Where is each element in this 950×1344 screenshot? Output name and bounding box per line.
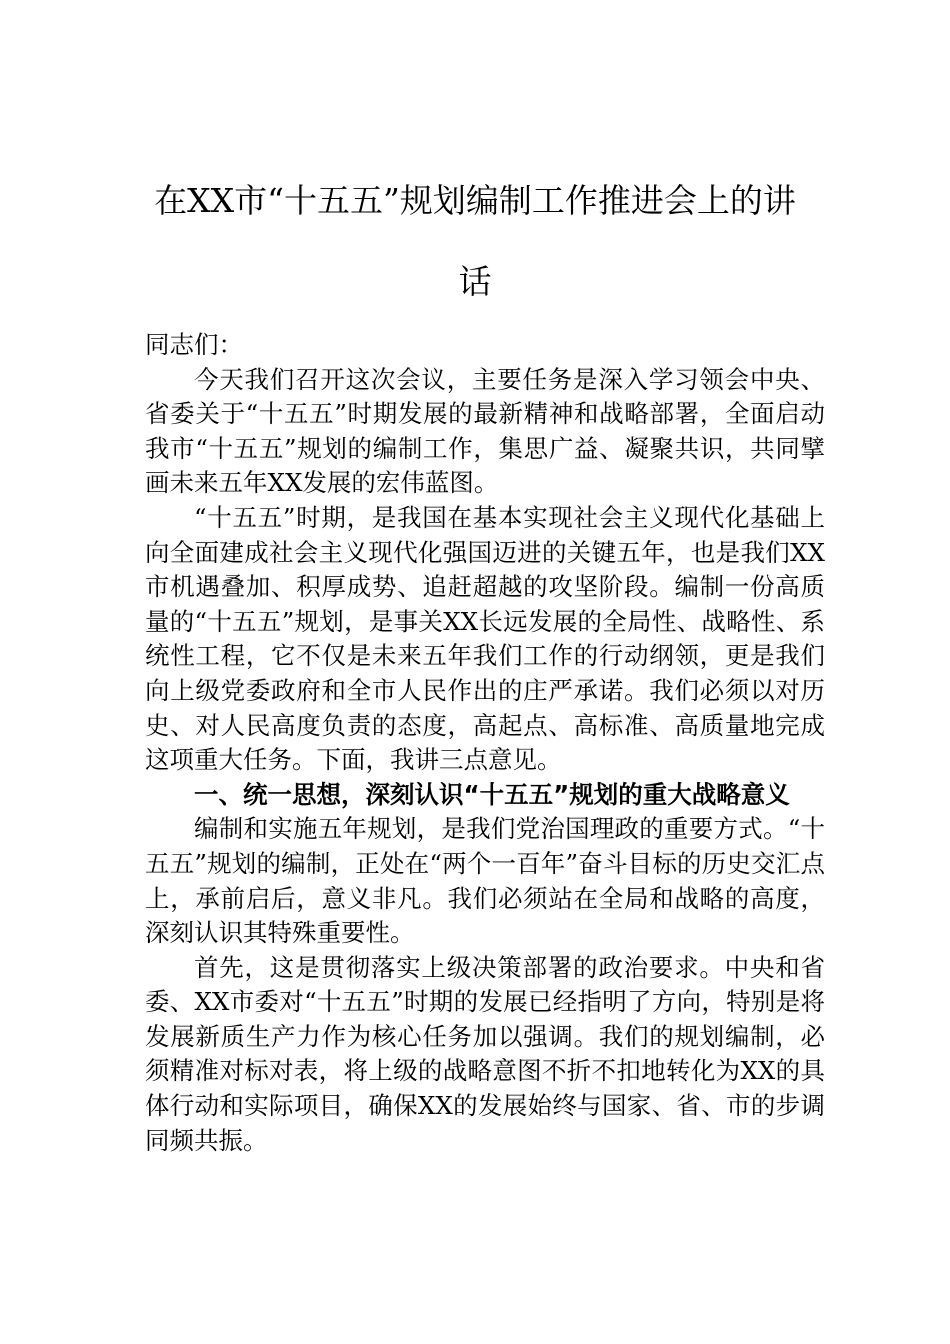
paragraph-significance: 编制和实施五年规划，是我们党治国理政的重要方式。“十五五”规划的编制，正处在“两个一百年”奋斗目标的历史交汇点上，承前启后，意义非凡。我们必须站在全局和战略的高度，深刻认识其特殊重要性。 bbox=[145, 814, 825, 948]
paragraph-intro: 今天我们召开这次会议，主要任务是深入学习领会中央、省委关于“十五五”时期发展的最新精神和战略部署，全面启动我市“十五五”规划的编制工作，集思广益、凝聚共识，共同擘画未来五年XX发展的宏伟蓝图。 bbox=[145, 364, 825, 498]
paragraph-first-point: 首先，这是贯彻落实上级决策部署的政治要求。中央和省委、XX市委对“十五五”时期的发展已经指明了方向，特别是将发展新质生产力作为核心任务加以强调。我们的规划编制，必须精准对标对表，将上级的战略意图不折不扣地转化为XX的具体行动和实际项目，确保XX的发展始终与国家、省、市的步调同频共振。 bbox=[145, 952, 825, 1155]
document-title: 在XX市“十五五”规划编制工作推进会上的讲话 bbox=[154, 181, 796, 301]
document-body bbox=[145, 328, 825, 1158]
salutation: 同志们： bbox=[145, 330, 243, 359]
paragraph-background: “十五五”时期，是我国在基本实现社会主义现代化基础上向全面建成社会主义现代化强国迈进的关键五年，也是我们XX市机遇叠加、积厚成势、追赶超越的攻坚阶段。编制一份高质量的“十五五”规划，是事关XX长远发展的全局性、战略性、系统性工程，它不仅是未来五年我们工作的行动纲领，更是我们向上级党委政府和全市人民作出的庄严承诺。我们必须以对历史、对人民高度负责的态度，高起点、高标准、高质量地完成这项重大任务。下面，我讲三点意见。 bbox=[145, 502, 825, 775]
section-heading-1: 一、统一思想，深刻认识“十五五”规划的重大战略意义 bbox=[194, 779, 790, 809]
